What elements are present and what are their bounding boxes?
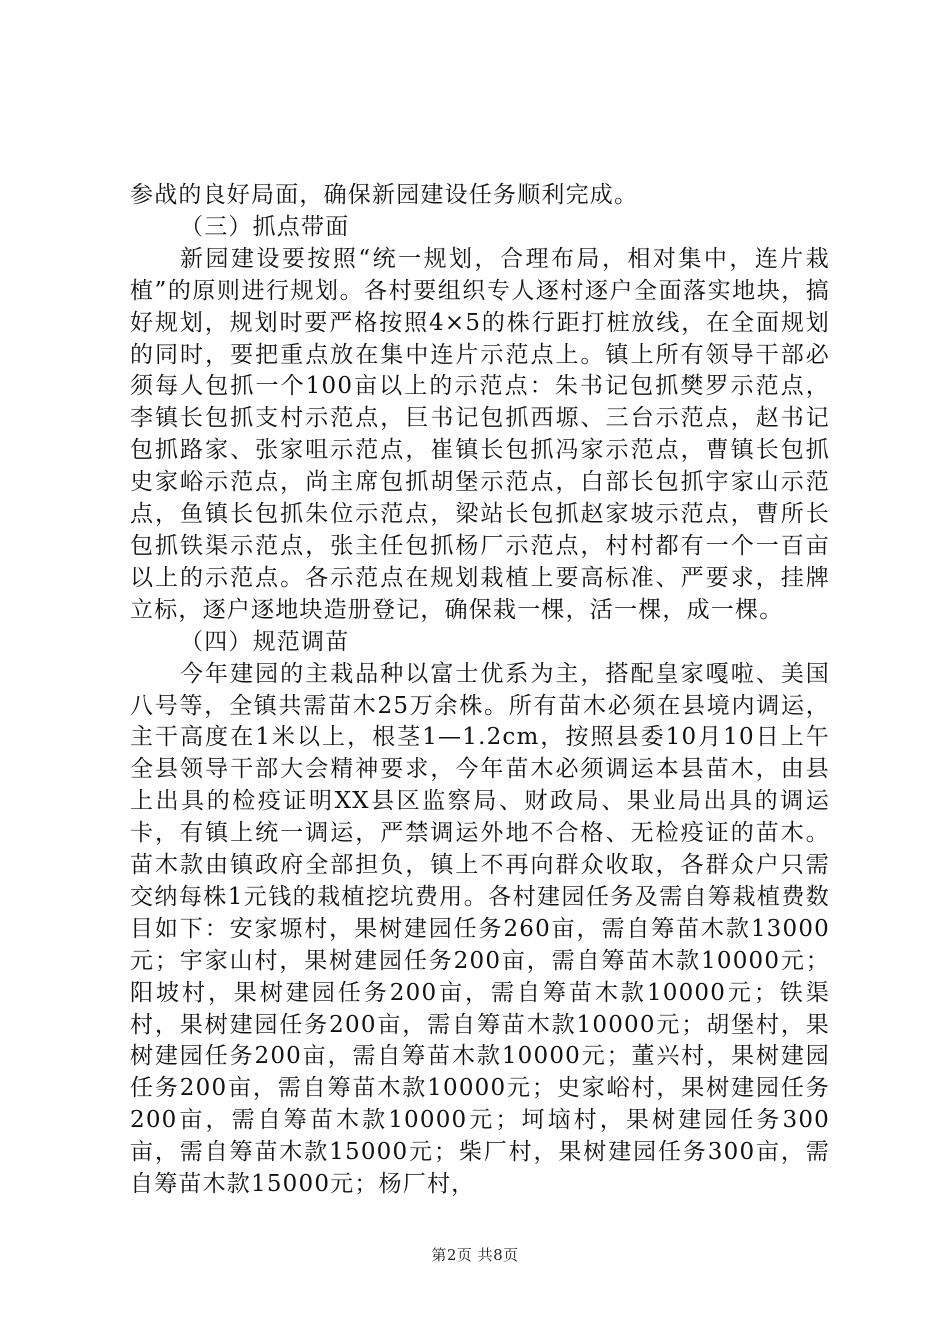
- paragraph-seedlings: 今年建园的主栽品种以富士优系为主，搭配皇家嘎啦、美国八号等，全镇共需苗木25万余株。所有苗木必须在县境内调运，主干高度在1米以上，根茎1—1.2cm，按照县委10月10日上午全县领导干部大会精神要求，今年苗木必须调运本县苗木，由县上出具的检疫证明XX县区监察局、财政局、果业局出具的调运卡，有镇上统一调运，严禁调运外地不合格、无检疫证的苗木。苗木款由镇政府全部担负，镇上不再向群众收取，各群众户只需交纳每株1元钱的栽植挖坑费用。各村建园任务及需自筹栽植费数目如下：安家塬村，果树建园任务260亩，需自筹苗木款13000元；宇家山村，果树建园任务200亩，需自筹苗木款10000元；阳坡村，果树建园任务200亩，需自筹苗木款10000元；铁渠村，果树建园任务200亩，需自筹苗木款10000元；胡堡村，果树建园任务200亩，需自筹苗木款10000元；董兴村，果树建园任务200亩，需自筹苗木款10000元；史家峪村，果树建园任务200亩，需自筹苗木款10000元；坷垴村，果树建园任务300亩，需自筹苗木款15000元；柴厂村，果树建园任务300亩，需自筹苗木款15000元；杨厂村，: [130, 660, 830, 1198]
- page-footer: 第2页 共8页: [431, 1246, 519, 1264]
- section-heading-3: （三）抓点带面: [180, 213, 350, 240]
- paragraph-planning: 新园建设要按照“统一规划，合理布局，相对集中，连片栽植”的原则进行规划。各村要组织专人逐村逐户全面落实地块，搞好规划，规划时要严格按照4×5的株行距打桩放线，在全面规划的同时，要把重点放在集中连片示范点上。镇上所有领导干部必须每人包抓一个100亩以上的示范点：朱书记包抓樊罗示范点，李镇长包抓支村示范点，巨书记包抓西塬、三台示范点，赵书记包抓路家、张家咀示范点，崔镇长包抓冯家示范点，曹镇长包抓史家峪示范点，尚主席包抓胡堡示范点，白部长包抓宇家山示范点，鱼镇长包抓朱位示范点，梁站长包抓赵家坡示范点，曹所长包抓铁渠示范点，张主任包抓杨厂示范点，村村都有一个一百亩以上的示范点。各示范点在规划栽植上要高标准、严要求，挂牌立标，逐户逐地块造册登记，确保栽一棵，活一棵，成一棵。: [130, 245, 830, 623]
- document-body: [130, 180, 830, 1201]
- section-heading-4: （四）规范调苗: [180, 628, 350, 655]
- paragraph-continuation: 参战的良好局面，确保新园建设任务顺利完成。: [130, 182, 639, 208]
